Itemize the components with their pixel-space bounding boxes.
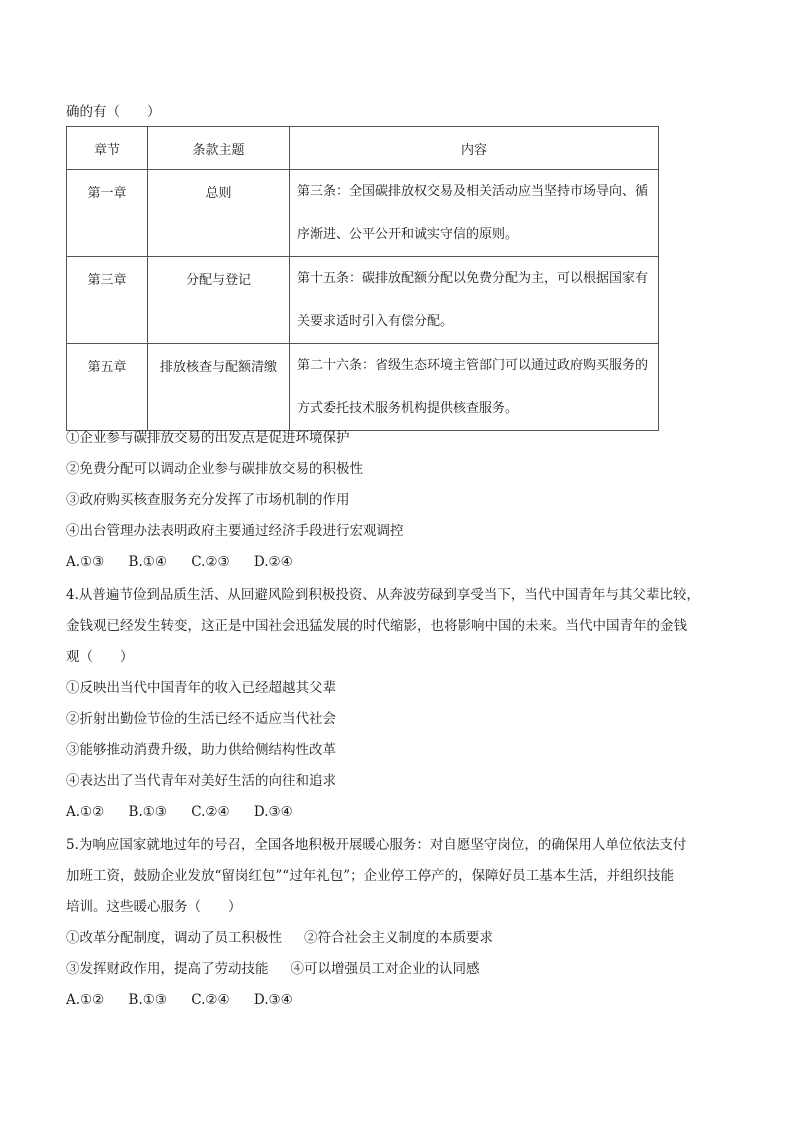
- q3-option-d[interactable]: D.②④: [253, 554, 293, 570]
- q5-stem-line-3: 培训。这些暖心服务（ ）: [66, 899, 242, 915]
- regulation-table: [66, 126, 659, 431]
- q3-option-b[interactable]: B.①④: [128, 554, 167, 570]
- q5-stem-line-1: 5.为响应国家就地过年的号召，全国各地积极开展暖心服务：对自愿坚守岗位，的确保用人单位依法支付: [66, 837, 687, 853]
- q3-option-a[interactable]: A.①③: [66, 554, 105, 570]
- q4-statement-3: ③能够推动消费升级，助力供给侧结构性改革: [66, 742, 336, 758]
- table-row: [67, 344, 659, 431]
- q5-stem-line-2: 加班工资，鼓励企业发放“留岗红包”“过年礼包”；企业停工停产的，保障好员工基本生活，并组织技能: [66, 868, 675, 884]
- header-content: 内容: [290, 127, 659, 170]
- header-topic: 条款主题: [148, 127, 290, 170]
- question-3-stem-tail: 确的有（ ）: [66, 104, 161, 120]
- q5-option-b[interactable]: B.①③: [128, 992, 167, 1008]
- q4-stem-line-3: 观（ ）: [66, 649, 134, 665]
- q4-statement-2: ②折射出勤俭节俭的生活已经不适应当代社会: [66, 711, 336, 727]
- cell-content: 第二十六条：省级生态环境主管部门可以通过政府购买服务的方式委托技术服务机构提供核查服务。: [290, 344, 659, 431]
- cell-topic: 总则: [148, 170, 290, 257]
- q4-stem-line-1: 4.从普遍节俭到品质生活、从回避风险到积极投资、从奔波劳碌到享受当下，当代中国青年与其父辈比较，: [66, 587, 700, 603]
- q4-option-d[interactable]: D.③④: [253, 804, 293, 820]
- q4-statement-4: ④表达出了当代青年对美好生活的向往和追求: [66, 773, 336, 789]
- q4-stem-line-2: 金钱观已经发生转变，这正是中国社会迅猛发展的时代缩影，也将影响中国的未来。当代中国青年的金钱: [66, 618, 687, 634]
- cell-content: 第十五条：碳排放配额分配以免费分配为主，可以根据国家有关要求适时引入有偿分配。: [290, 257, 659, 344]
- q5-option-d[interactable]: D.③④: [253, 992, 293, 1008]
- q5-statement-1: ①改革分配制度，调动了员工积极性: [66, 930, 282, 946]
- q4-option-c[interactable]: C.②④: [191, 804, 230, 820]
- q3-option-c[interactable]: C.②③: [191, 554, 230, 570]
- q5-statement-2: ②符合社会主义制度的本质要求: [304, 930, 493, 946]
- q5-statement-3: ③发挥财政作用，提高了劳动技能: [66, 961, 269, 977]
- q3-options: [66, 552, 730, 572]
- q5-option-c[interactable]: C.②④: [191, 992, 230, 1008]
- q4-statement-1: ①反映出当代中国青年的收入已经超越其父辈: [66, 680, 336, 696]
- q3-statement-1: ①企业参与碳排放交易的出发点是促进环境保护: [66, 430, 350, 446]
- table-row: [67, 170, 659, 257]
- q5-statement-4: ④可以增强员工对企业的认同感: [290, 961, 480, 977]
- cell-chapter: 第一章: [67, 170, 148, 257]
- q4-options: [66, 802, 730, 822]
- cell-content: 第三条：全国碳排放权交易及相关活动应当坚持市场导向、循序渐进、公平公开和诚实守信的原则。: [290, 170, 659, 257]
- table-header-row: [67, 127, 659, 170]
- q3-statement-3: ③政府购买核查服务充分发挥了市场机制的作用: [66, 492, 350, 508]
- q5-option-a[interactable]: A.①②: [66, 992, 105, 1008]
- table-row: [67, 257, 659, 344]
- cell-chapter: 第三章: [67, 257, 148, 344]
- cell-chapter: 第五章: [67, 344, 148, 431]
- q3-statement-4: ④出台管理办法表明政府主要通过经济手段进行宏观调控: [66, 523, 404, 539]
- cell-topic: 分配与登记: [148, 257, 290, 344]
- q5-options: [66, 990, 730, 1010]
- q5-statements-row-1: [66, 928, 730, 948]
- q4-option-b[interactable]: B.①③: [128, 804, 167, 820]
- header-chapter: 章节: [67, 127, 148, 170]
- cell-topic: 排放核查与配额清缴: [148, 344, 290, 431]
- q3-statement-2: ②免费分配可以调动企业参与碳排放交易的积极性: [66, 461, 363, 477]
- q4-option-a[interactable]: A.①②: [66, 804, 105, 820]
- q5-statements-row-2: [66, 959, 730, 979]
